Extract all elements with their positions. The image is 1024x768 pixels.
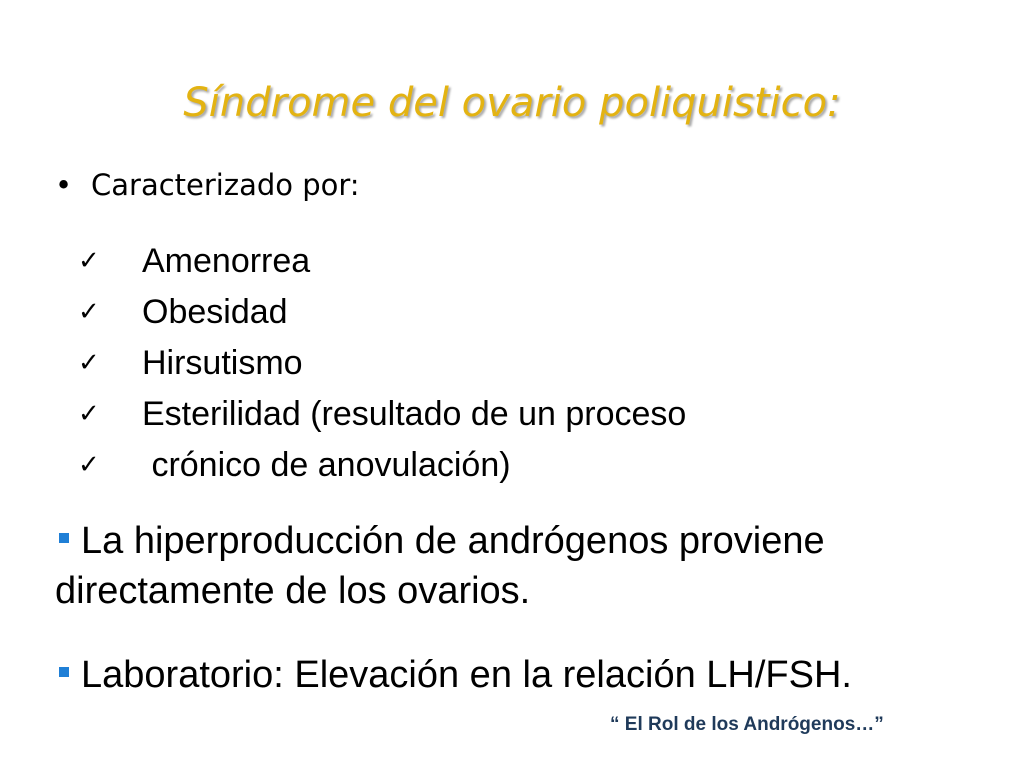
intro-bullet-item (55, 168, 360, 202)
checklist-item (78, 287, 686, 338)
checklist-item (78, 236, 686, 287)
laboratory-paragraph-text: Laboratorio: Elevación en la relación LH/FSH. (81, 654, 852, 696)
androgen-paragraph (55, 516, 1005, 616)
source-citation: “ El Rol de los Andrógenos…” (610, 714, 884, 735)
androgen-paragraph-text: La hiperproducción de andrógenos proviene directamente de los ovarios. (55, 520, 825, 612)
checklist-item-text: Obesidad (142, 293, 288, 331)
slide-title: Síndrome del ovario poliquistico: (183, 80, 841, 126)
check-icon: ✓ (78, 348, 100, 378)
intro-text: Caracterizado por: (91, 168, 360, 202)
round-bullet-icon: • (55, 168, 73, 202)
checklist-item (78, 338, 686, 389)
checklist-item-text: Amenorrea (142, 242, 311, 280)
check-icon: ✓ (78, 297, 100, 327)
checklist-item (78, 440, 686, 491)
checklist-item-text: Esterilidad (resultado de un proceso (142, 395, 687, 433)
check-icon: ✓ (78, 399, 100, 429)
check-icon: ✓ (78, 450, 100, 480)
checklist-item-text: crónico de anovulación) (142, 446, 511, 484)
square-bullet-icon (59, 667, 69, 677)
checklist-item (78, 389, 686, 440)
checklist-item-text: Hirsutismo (142, 344, 303, 382)
laboratory-paragraph (55, 650, 852, 700)
check-icon: ✓ (78, 246, 100, 276)
symptom-checklist (78, 236, 686, 491)
square-bullet-icon (59, 533, 69, 543)
